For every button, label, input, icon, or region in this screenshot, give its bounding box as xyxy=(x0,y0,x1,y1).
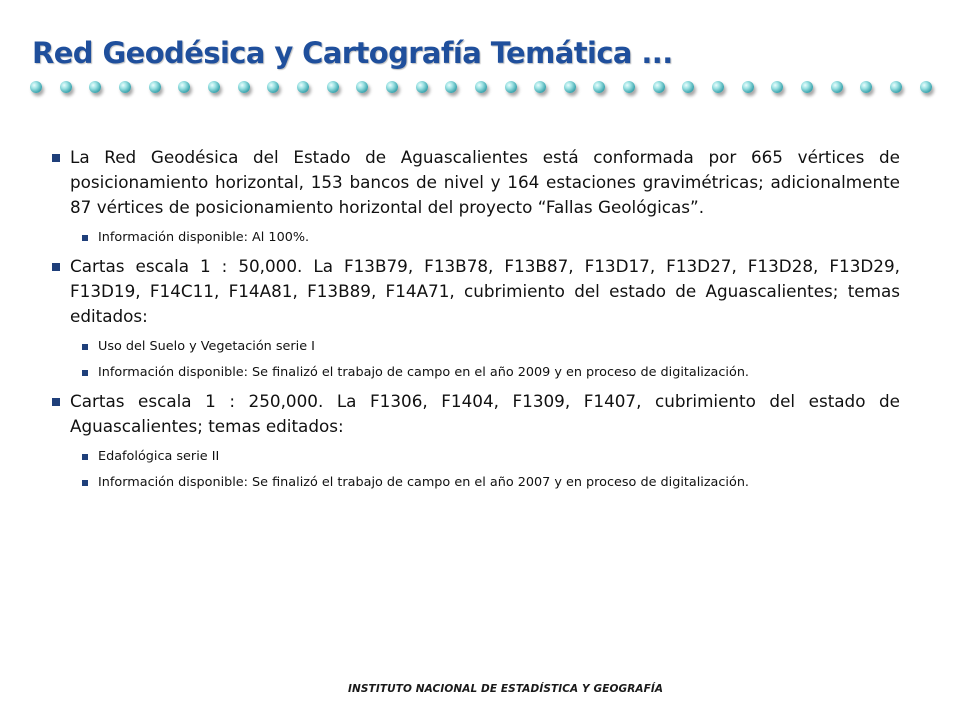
square-bullet-icon xyxy=(52,398,60,406)
decorative-dot-icon xyxy=(771,81,783,93)
sub-item-edaphology xyxy=(82,447,900,467)
decorative-dot-icon xyxy=(534,81,546,93)
decorative-dot-icon xyxy=(60,81,72,93)
decorative-dot-icon xyxy=(890,81,902,93)
decorative-dot-icon xyxy=(475,81,487,93)
list-item-text: Uso del Suelo y Vegetación serie I xyxy=(98,339,315,354)
decorative-dot-icon xyxy=(623,81,635,93)
square-bullet-icon xyxy=(52,263,60,271)
decorative-dot-icon xyxy=(682,81,694,93)
footer-institution: INSTITUTO NACIONAL DE ESTADÍSTICA Y GEOGRAFÍA xyxy=(348,683,664,695)
decorative-dot-icon xyxy=(564,81,576,93)
decorative-dot-icon xyxy=(831,81,843,93)
square-bullet-icon xyxy=(82,454,88,460)
list-item-text: Cartas escala 1 : 250,000. La F1306, F1404, F1309, F1407, cubrimiento del estado de Aguascalientes; temas editados: xyxy=(70,391,900,436)
decorative-dot-icon xyxy=(327,81,339,93)
sub-item-availability xyxy=(82,363,900,383)
list-item-text: Información disponible: Se finalizó el trabajo de campo en el año 2007 y en proceso de digitalización. xyxy=(98,475,749,490)
square-bullet-icon xyxy=(82,480,88,486)
decorative-dot-icon xyxy=(119,81,131,93)
decorative-dot-icon xyxy=(416,81,428,93)
decorative-dot-icon xyxy=(208,81,220,93)
square-bullet-icon xyxy=(82,370,88,376)
decorative-dot-icon xyxy=(149,81,161,93)
decorative-dot-icon xyxy=(920,81,932,93)
list-item-text: Cartas escala 1 : 50,000. La F13B79, F13B78, F13B87, F13D17, F13D27, F13D28, F13D29, F13D19, F14C11, F14A81, F13B89, F14A71, cubrimiento del estado de Aguascalientes; temas editados: xyxy=(70,256,900,326)
decorative-dot-icon xyxy=(267,81,279,93)
decorative-dot-icon xyxy=(801,81,813,93)
decorative-dot-icon xyxy=(593,81,605,93)
sub-item-land-use xyxy=(82,337,900,357)
square-bullet-icon xyxy=(82,344,88,350)
decorative-dot-icon xyxy=(386,81,398,93)
square-bullet-icon xyxy=(82,235,88,241)
decorative-dot-icon xyxy=(89,81,101,93)
slide-title: Red Geodésica y Cartografía Temática ... xyxy=(32,36,673,70)
decorative-dot-icon xyxy=(742,81,754,93)
list-item-text: Información disponible: Se finalizó el trabajo de campo en el año 2009 y en proceso de digitalización. xyxy=(98,365,749,380)
decorative-dot-icon xyxy=(505,81,517,93)
list-item-charts-50000 xyxy=(52,254,900,329)
decorative-dot-divider xyxy=(30,76,932,98)
square-bullet-icon xyxy=(52,154,60,162)
decorative-dot-icon xyxy=(445,81,457,93)
list-item-charts-250000 xyxy=(52,389,900,439)
list-item-text: Información disponible: Al 100%. xyxy=(98,230,310,245)
decorative-dot-icon xyxy=(712,81,724,93)
decorative-dot-icon xyxy=(178,81,190,93)
decorative-dot-icon xyxy=(860,81,872,93)
decorative-dot-icon xyxy=(356,81,368,93)
list-item-text: La Red Geodésica del Estado de Aguascalientes está conformada por 665 vértices de posicionamiento horizontal, 153 bancos de nivel y 164 estaciones gravimétricas; adicionalmente 87 vértices de posicionamiento horizontal del proyecto “Fallas Geológicas”. xyxy=(70,147,900,217)
list-item-geodesic-network xyxy=(52,145,900,220)
decorative-dot-icon xyxy=(30,81,42,93)
sub-item-availability xyxy=(82,473,900,493)
decorative-dot-icon xyxy=(653,81,665,93)
decorative-dot-icon xyxy=(238,81,250,93)
bullet-list xyxy=(52,145,900,499)
sub-item-availability xyxy=(82,228,900,248)
list-item-text: Edafológica serie II xyxy=(98,449,220,464)
decorative-dot-icon xyxy=(297,81,309,93)
